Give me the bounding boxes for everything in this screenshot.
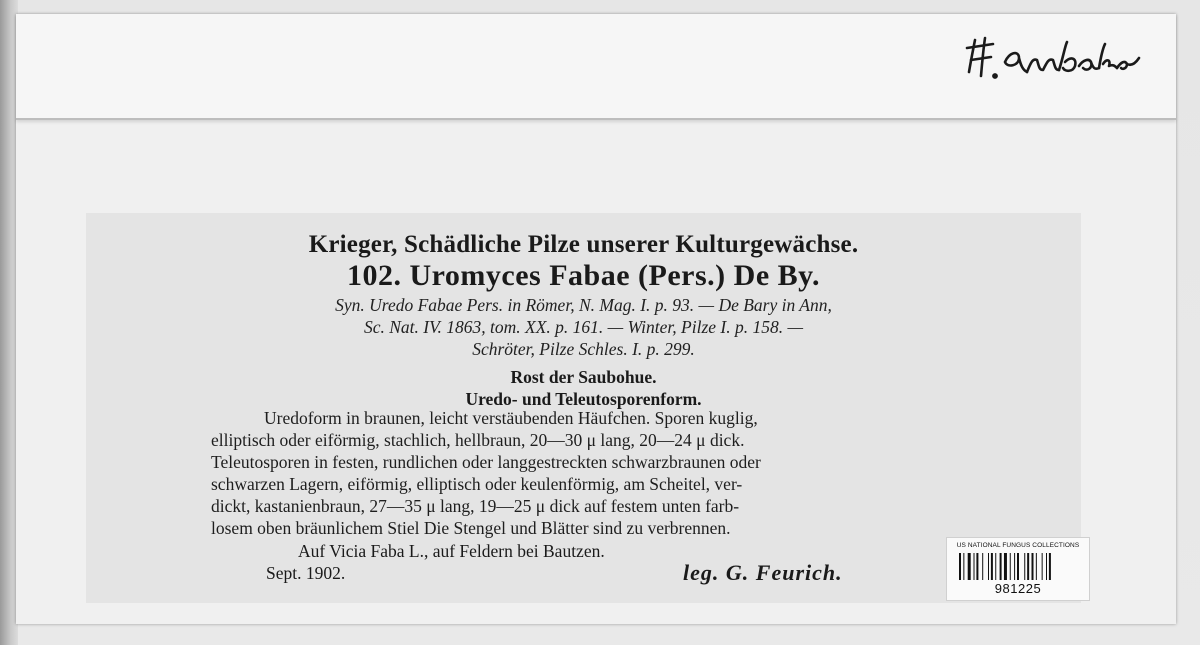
- description-line: elliptisch oder eiförmig, stachlich, hellbraun, 20—30 μ lang, 20—24 μ dick.: [211, 430, 745, 450]
- synonymy-line: Syn. Uredo Fabae Pers. in Römer, N. Mag. I. p. 93. — De Bary in Ann,: [335, 295, 832, 315]
- barcode-bar: [1027, 553, 1029, 580]
- common-name: Rost der Saubohue.: [510, 367, 657, 387]
- barcode-bar: [959, 553, 961, 580]
- barcode-bar: [991, 553, 993, 580]
- description-line: losem oben bräunlichem Stiel Die Stengel und Blätter sind zu verbrennen.: [211, 518, 731, 538]
- barcode-bar: [1049, 553, 1051, 580]
- envelope-flap: [16, 14, 1176, 120]
- barcode-bar: [1032, 553, 1034, 580]
- barcode-bar: [982, 553, 983, 580]
- barcode-bar: [988, 553, 989, 580]
- synonymy-line: Schröter, Pilze Schles. I. p. 299.: [472, 339, 695, 359]
- barcode-bar: [968, 553, 971, 580]
- series-title: Krieger, Schädliche Pilze unserer Kulturgewächse.: [308, 231, 859, 258]
- description-line: Teleutosporen in festen, rundlichen oder langgestreckten schwarzbraunen oder: [211, 452, 761, 472]
- barcode-bar: [1024, 553, 1025, 580]
- description-line: Uredoform in braunen, leicht verstäubenden Häufchen. Sporen kuglig,: [264, 408, 758, 428]
- barcode-sticker: [946, 537, 1090, 601]
- specimen-label: [86, 213, 1081, 603]
- barcode-icon: [959, 553, 1077, 580]
- barcode-bar: [974, 553, 975, 580]
- barcode-bar: [1042, 553, 1043, 580]
- synonymy-line: Sc. Nat. IV. 1863, tom. XX. p. 161. — Winter, Pilze I. p. 158. —: [363, 317, 804, 337]
- barcode-bar: [1004, 553, 1007, 580]
- handwritten-signature: [961, 32, 1146, 88]
- barcode-bar: [1046, 553, 1047, 580]
- barcode-bar: [1017, 553, 1019, 580]
- barcode-bar: [1014, 553, 1015, 580]
- collector-name: leg. G. Feurich.: [683, 560, 843, 585]
- description-line: dickt, kastanienbraun, 27—35 μ lang, 19—25 μ dick auf festem unten farb-: [211, 496, 740, 516]
- barcode-bar: [1010, 553, 1011, 580]
- description-line: schwarzen Lagern, eiförmig, elliptisch oder keulenförmig, am Scheitel, ver-: [211, 474, 743, 494]
- barcode-number: 981225: [994, 581, 1042, 596]
- barcode-bar: [976, 553, 978, 580]
- barcode-bar: [963, 553, 964, 580]
- collection-date: Sept. 1902.: [266, 563, 346, 583]
- spore-stage: Uredo- und Teleutosporenform.: [465, 389, 702, 409]
- species-title: 102. Uromyces Fabae (Pers.) De By.: [346, 259, 820, 292]
- host-locality: Auf Vicia Faba L., auf Feldern bei Bautzen.: [298, 541, 605, 561]
- barcode-institution: US NATIONAL FUNGUS COLLECTIONS: [956, 542, 1080, 549]
- barcode-bar: [1036, 553, 1037, 580]
- barcode-bar: [995, 553, 996, 580]
- barcode-bar: [1000, 553, 1002, 580]
